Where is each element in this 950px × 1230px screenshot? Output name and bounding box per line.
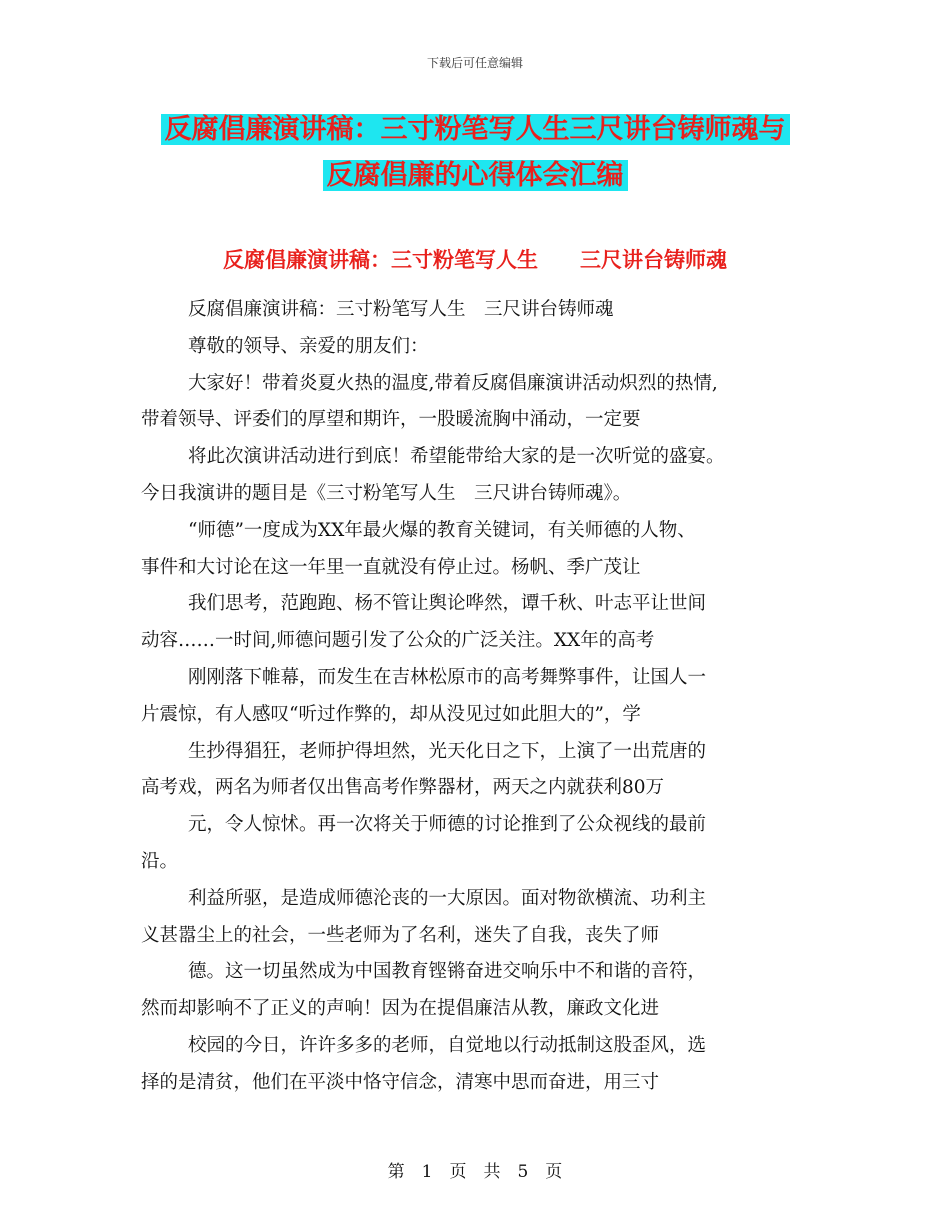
body-line: “师德”一度成为XX年最火爆的教育关键词，有关师德的人物、 bbox=[188, 519, 696, 541]
body-line: 高考戏，两名为师者仅出售高考作弊器材，两天之内就获利80万 bbox=[141, 777, 665, 799]
body-line: 我们思考，范跑跑、杨不管让舆论哗然，谭千秋、叶志平让世间 bbox=[188, 593, 707, 615]
body-line: 带着领导、评委们的厚望和期许，一股暖流胸中涌动，一定要 bbox=[141, 409, 641, 431]
body-line: 将此次演讲活动进行到底！希望能带给大家的是一次听觉的盛宴。 bbox=[188, 446, 725, 468]
body-line: 生抄得猖狂，老师护得坦然，光天化日之下，上演了一出荒唐的 bbox=[188, 740, 707, 762]
body-line: 事件和大讨论在这一年里一直就没有停止过。杨帆、季广茂让 bbox=[141, 556, 641, 578]
body-line: 义甚嚣尘上的社会，一些老师为了名利，迷失了自我，丧失了师 bbox=[141, 924, 660, 946]
header-note: 下载后可任意编辑 bbox=[426, 56, 523, 70]
body-line: 然而却影响不了正义的声响！因为在提倡廉洁从教，廉政文化进 bbox=[141, 998, 660, 1020]
body-line: 校园的今日，许许多多的老师，自觉地以行动抵制这股歪风，选 bbox=[188, 1034, 707, 1056]
main-title-line-1-text: 反腐倡廉演讲稿：三寸粉笔写人生三尺讲台铸师魂与 bbox=[161, 114, 790, 145]
main-title-line-2-text: 反腐倡廉的心得体会汇编 bbox=[323, 160, 628, 191]
body-line: 沿。 bbox=[141, 850, 179, 872]
body-line: 今日我演讲的题目是《三寸粉笔写人生 三尺讲台铸师魂》。 bbox=[141, 482, 632, 504]
body-line: 元，令人惊怵。再一次将关于师德的讨论推到了公众视线的最前 bbox=[188, 814, 707, 836]
body-text bbox=[141, 292, 811, 1102]
section-subtitle: 反腐倡廉演讲稿：三寸粉笔写人生 三尺讲台铸师魂 bbox=[223, 247, 727, 272]
body-line: 利益所驱，是造成师德沦丧的一大原因。面对物欲横流、功利主 bbox=[188, 887, 707, 909]
body-line: 大家好！带着炎夏火热的温度,带着反腐倡廉演讲活动炽烈的热情, bbox=[188, 372, 718, 394]
body-line: 德。这一切虽然成为中国教育铿锵奋进交响乐中不和谐的音符， bbox=[188, 961, 707, 983]
page-footer: 第 1 页 共 5 页 bbox=[387, 1162, 563, 1182]
body-line: 刚刚落下帷幕，而发生在吉林松原市的高考舞弊事件，让国人一 bbox=[188, 666, 707, 688]
main-title-line-2 bbox=[0, 156, 950, 196]
body-line: 片震惊，有人感叹“听过作弊的，却从没见过如此胆大的”，学 bbox=[141, 703, 641, 725]
body-line: 择的是清贫，他们在平淡中恪守信念，清寒中思而奋进，用三寸 bbox=[141, 1071, 660, 1093]
body-line: 尊敬的领导、亲爱的朋友们： bbox=[188, 335, 429, 357]
body-line: 反腐倡廉演讲稿：三寸粉笔写人生 三尺讲台铸师魂 bbox=[188, 299, 614, 320]
main-title-line-1 bbox=[0, 110, 950, 150]
body-line: 动容……一时间,师德问题引发了公众的广泛关注。XX年的高考 bbox=[141, 630, 655, 652]
